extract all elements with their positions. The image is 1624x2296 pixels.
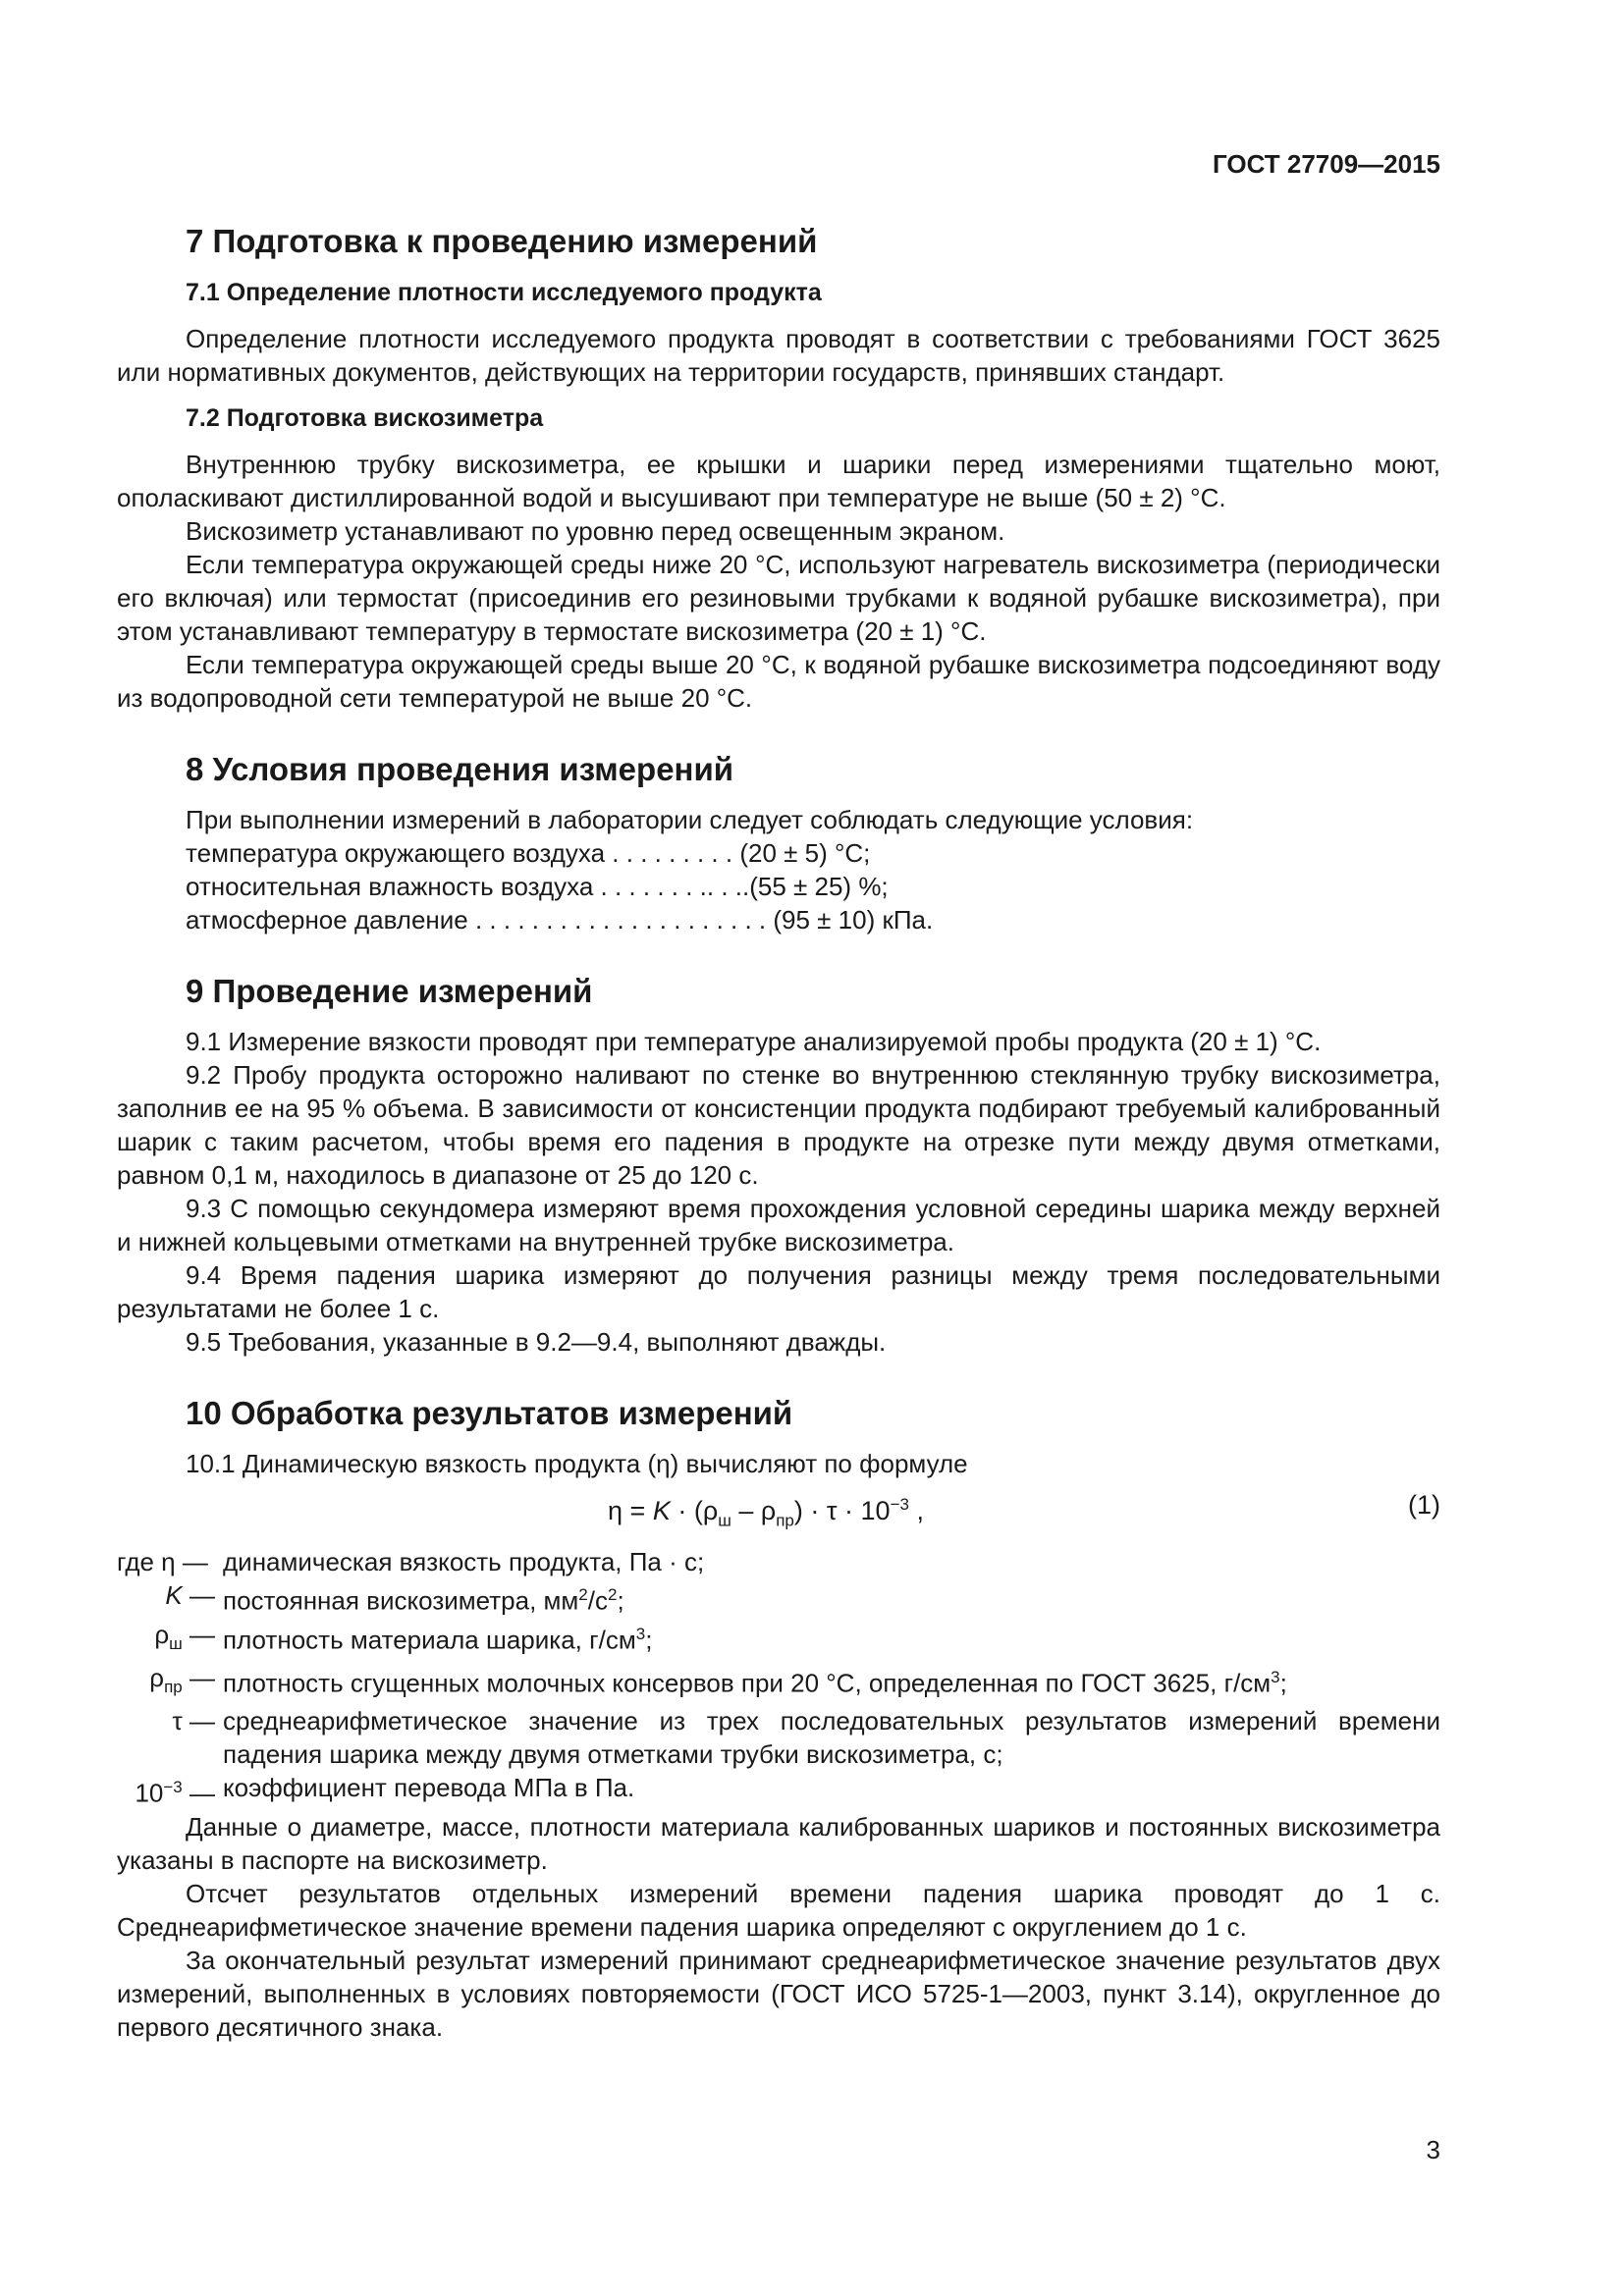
paragraph: Данные о диаметре, массе, плотности материала калиброванных шариков и постоянных вискозиметра указаны в паспорте на вискозиметр. [117, 1811, 1440, 1875]
paragraph: 9.2 Пробу продукта осторожно наливают по стенке во внутреннюю стеклянную трубку вискозиметра, заполнив ее на 95 % объема. В зависимости от консистенции продукта подбирают требуемый калиброванный шарик с таким расчетом, чтобы время его падения в продукте на отрезке пути между двумя отметками, равном 0,1 м, находилось в диапазоне от 25 до 120 с. [117, 1060, 1440, 1190]
paragraph: 9.4 Время падения шарика измеряют до получения разницы между тремя последовательными результатами не более 1 с. [117, 1260, 1440, 1323]
paragraph: Определение плотности исследуемого продукта проводят в соответствии с требованиями ГОСТ 3625 или нормативных документов, действующих на территории государств, принявших стандарт. [117, 324, 1440, 387]
condition-pressure: атмосферное давление . . . . . . . . . . . . . . . . . . . . . (95 ± 10) кПа. [186, 905, 934, 934]
paragraph: При выполнении измерений в лаборатории следует соблюдать следующие условия: [186, 805, 1194, 834]
paragraph: Если температура окружающей среды выше 20 °С, к водяной рубашке вискозиметра подсоединяют воду из водопроводной сети температурой не выше 20 °С. [117, 650, 1440, 713]
definition-row: $\rho_{пр}$ — плотность сгущенных молочных консервов при 20 °С, определенная по ГОСТ 3625, $г/см^3$; [149, 1662, 1287, 1698]
paragraph: 10.1 Динамическую вязкость продукта (η) вычисляют по формуле [186, 1449, 968, 1478]
page-content [117, 220, 1440, 2044]
formula-expression: $\eta = K \cdot (\rho_ш - \rho_{пр}) \cdot \tau \cdot 10^{-3}$ , [608, 1495, 924, 1530]
paragraph: 9.5 Требования, указанные в 9.2—9.4, выполняют дважды. [186, 1327, 887, 1357]
formula-definitions [117, 1545, 1440, 1810]
paragraph: 9.1 Измерение вязкости проводят при температуре анализируемой пробы продукта (20 ± 1) °С. [186, 1027, 1322, 1056]
section-10-title: 10 Обработка результатов измерений [186, 1395, 793, 1431]
condition-humidity: относительная влажность воздуха . . . . . . . .. . ..(55 ± 25) %; [186, 872, 889, 901]
section-9-title: 9 Проведение измерений [186, 973, 593, 1009]
paragraph: Вискозиметр устанавливают по уровню перед освещенным экраном. [186, 516, 1005, 546]
paragraph: За окончательный результат измерений принимают среднеарифметическое значение результатов двух измерений, выполненных в условиях повторяемости (ГОСТ ИСО 5725-1—2003, пункт 3.14), округленное до первого десятичного знака. [117, 1945, 1440, 2042]
definition-row: $10^{-3}$ — коэффициент перевода МПа в Па. [135, 1773, 635, 1808]
section-8-title: 8 Условия проведения измерений [186, 751, 734, 787]
section-7-title: 7 Подготовка к проведению измерений [186, 223, 818, 259]
subsection-7-1-title: 7.1 Определение плотности исследуемого продукта [186, 279, 822, 306]
paragraph: 9.3 С помощью секундомера измеряют время прохождения условной середины шарика между верхней и нижней кольцевыми отметками на внутренней трубке вискозиметра. [117, 1194, 1440, 1256]
formula-1 [117, 1488, 1440, 1535]
paragraph: Внутреннюю трубку вискозиметра, ее крышки и шарики перед измерениями тщательно моют, ополаскивают дистиллированной водой и высушивают при температуре не выше (50 ± 2) °С. [117, 450, 1440, 512]
paragraph: Отсчет результатов отдельных измерений времени падения шарика проводят до 1 с. Среднеарифметическое значение времени падения шарика определяют с округлением до 1 с. [117, 1878, 1440, 1942]
definition-row: K — постоянная вискозиметра, $мм^2/с^2$; [165, 1580, 624, 1616]
standard-header: ГОСТ 27709—2015 [1213, 149, 1440, 179]
page-number: 3 [1426, 2135, 1440, 2164]
paragraph: Если температура окружающей среды ниже 20 °С, используют нагреватель вискозиметра (периодически его включая) или термостат (присоединив его резиновыми трубками к водяной рубашке вискозиметра), при этом устанавливают температуру в термостате вискозиметра (20 ± 1) °С. [117, 550, 1440, 646]
formula-number: (1) [1408, 1490, 1440, 1520]
definition-row: где η — динамическая вязкость продукта, Па · с; [117, 1547, 705, 1576]
condition-temperature: температура окружающего воздуха . . . . . . . . . (20 ± 5) °С; [186, 838, 871, 868]
definition-row: τ — среднеарифметическое значение из трех последовательных результатов измерений времени падения шарика между двумя отметками трубки вискозиметра, с; [172, 1706, 1440, 1770]
subsection-7-2-title: 7.2 Подготовка вискозиметра [186, 404, 544, 432]
definition-row: $\rho_ш$ — плотность материала шарика, $г/см^3$; [154, 1619, 653, 1655]
